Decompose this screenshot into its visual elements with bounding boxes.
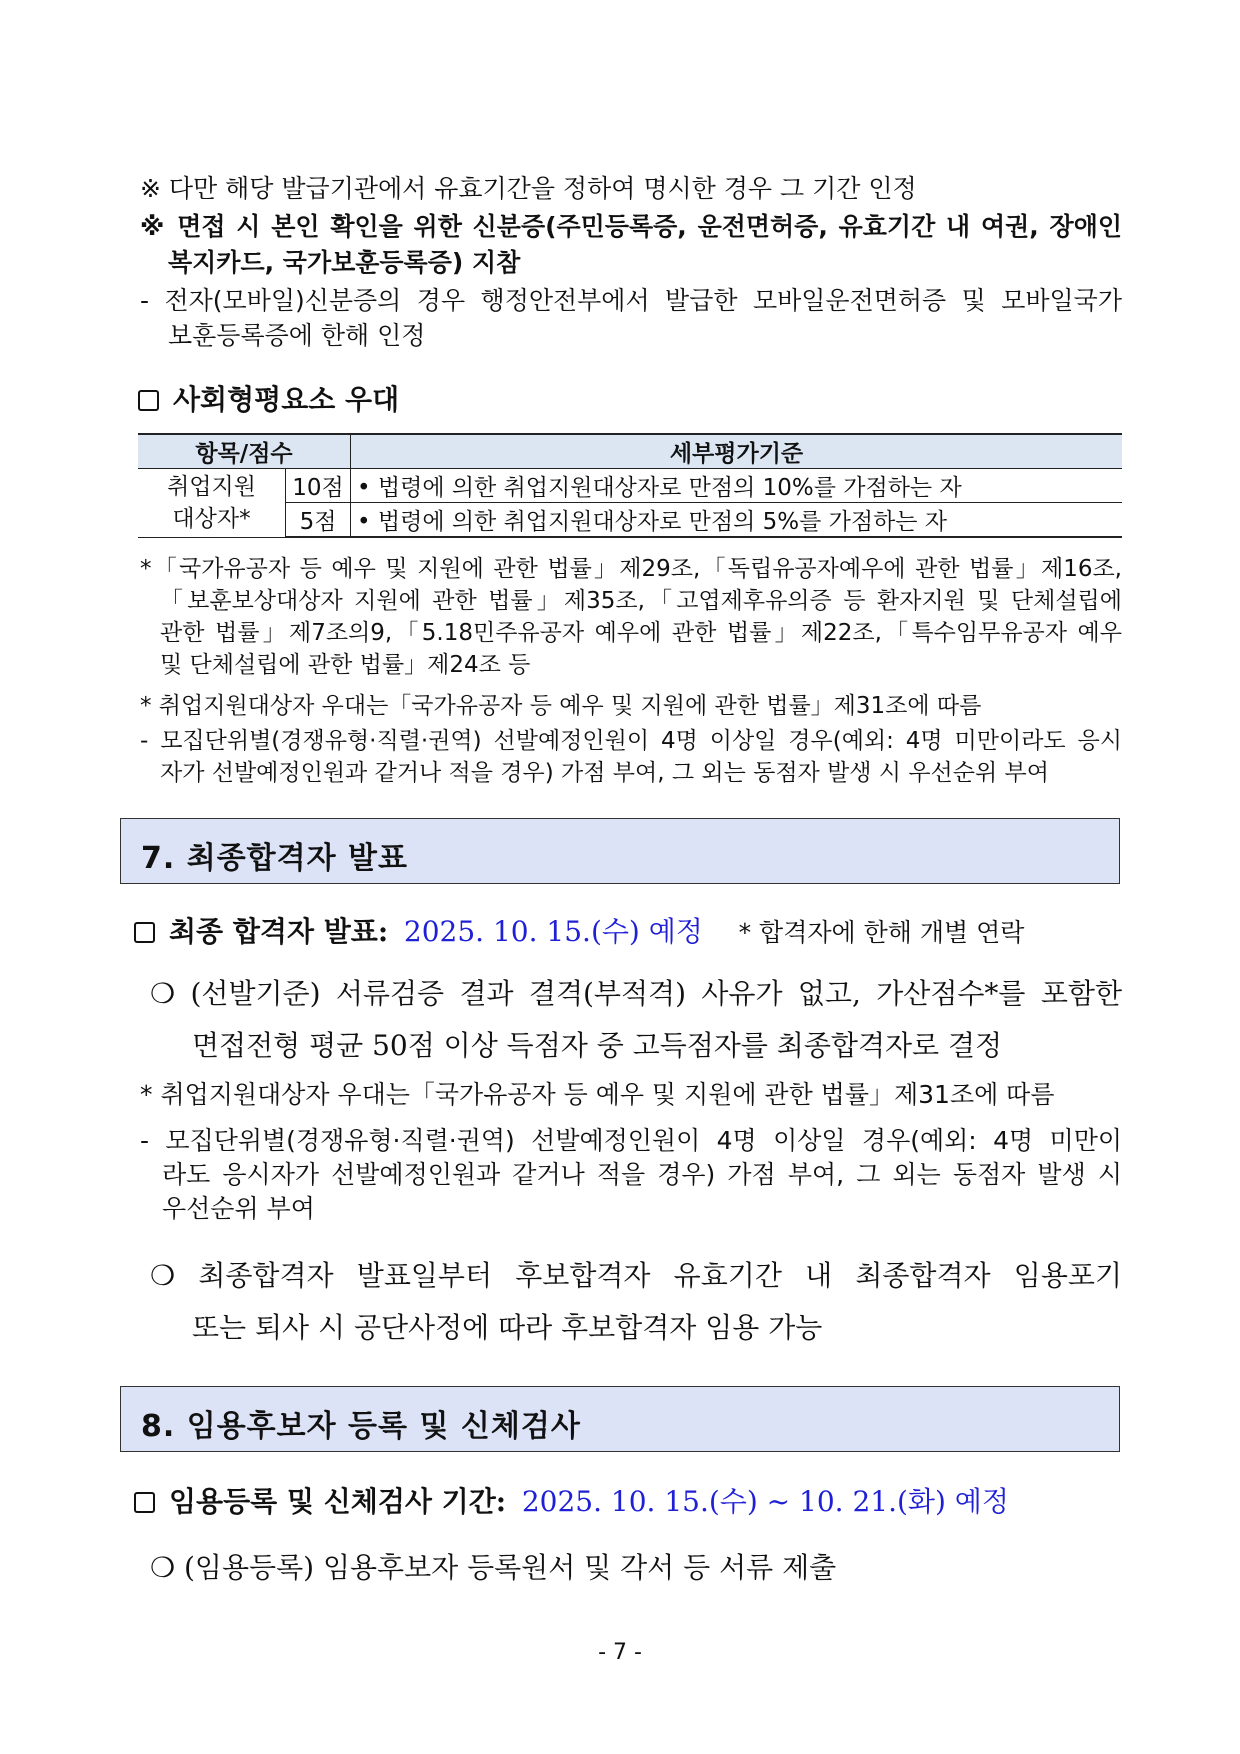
final-announcement-label: 최종 합격자 발표: xyxy=(169,915,389,948)
registration-period xyxy=(134,1484,1009,1520)
s7-bonus-rule-line2: 라도 응시자가 선발예정인원과 같거나 적을 경우) 가점 부여, 그 외는 동점자 발생 시 xyxy=(162,1160,1122,1189)
table-desc-cell: • 법령에 의한 취업지원대상자로 만점의 5%를 가점하는 자 xyxy=(351,503,1123,538)
table-header-item: 항목/점수 xyxy=(138,434,351,469)
law-footnote-line1: *「국가유공자 등 예우 및 지원에 관한 법률」제29조,「독립유공자예우에 관한 법률」제16조, xyxy=(140,556,1122,582)
final-announcement-note: * 합격자에 한해 개별 연락 xyxy=(738,918,1025,947)
section8-title: 8. 임용후보자 등록 및 신체검사 xyxy=(141,1409,581,1444)
selection-criteria-line1: ❍ (선발기준) 서류검증 결과 결격(부적격) 사유가 없고, 가산점수*를 포함한 xyxy=(150,977,1122,1010)
table-item-line1: 취업지원 xyxy=(167,473,256,500)
table-desc-cell: • 법령에 의한 취업지원대상자로 만점의 10%를 가점하는 자 xyxy=(351,469,1123,503)
section8-title-box xyxy=(120,1386,1120,1452)
table-row xyxy=(138,503,1122,538)
registration-period-label: 임용등록 및 신체검사 기간: xyxy=(169,1485,507,1518)
law-footnote-line2: 「보훈보상대상자 지원에 관한 법률」제35조,「고엽제후유의증 등 환자지원 및 단체설립에 xyxy=(160,588,1122,614)
checkbox-square-icon xyxy=(138,390,159,411)
social-equity-heading xyxy=(138,382,399,418)
preference-footnote: * 취업지원대상자 우대는「국가유공자 등 예우 및 지원에 관한 법률」제31조에 따름 xyxy=(140,693,982,719)
reserve-appointment-line2: 또는 퇴사 시 공단사정에 따라 후보합격자 임용 가능 xyxy=(192,1311,823,1344)
table-row xyxy=(138,469,1122,503)
bonus-rule-line1: - 모집단위별(경쟁유형·직렬·권역) 선발예정인원이 4명 이상일 경우(예외: 4명 미만이라도 응시 xyxy=(140,728,1122,754)
registration-period-date: 2025. 10. 15.(수) ~ 10. 21.(화) 예정 xyxy=(521,1485,1009,1518)
checkbox-square-icon xyxy=(134,922,155,943)
selection-criteria-line2: 면접전형 평균 50점 이상 득점자 중 고득점자를 최종합격자로 결정 xyxy=(192,1029,1003,1062)
section7-title: 7. 최종합격자 발표 xyxy=(141,841,409,876)
final-announcement xyxy=(134,914,1024,951)
table-score-cell: 10점 xyxy=(286,469,351,503)
note-id-required-line1: ※ 면접 시 본인 확인을 위한 신분증(주민등록증, 운전면허증, 유효기간 내 여권, 장애인 xyxy=(140,212,1122,241)
final-announcement-date: 2025. 10. 15.(수) 예정 xyxy=(403,915,703,948)
table-score-cell: 5점 xyxy=(286,503,351,538)
law-footnote-line4: 및 단체설립에 관한 법률」제24조 등 xyxy=(160,652,531,678)
checkbox-square-icon xyxy=(134,1492,155,1513)
s7-bonus-rule-line3: 우선순위 부여 xyxy=(162,1194,315,1223)
table-item-line2: 대상자* xyxy=(172,505,251,532)
table-header-row xyxy=(138,434,1122,469)
table-item-cell xyxy=(138,469,286,538)
law-footnote-line3: 관한 법률」제7조의9,「5.18민주유공자 예우에 관한 법률」제22조,「특수임무유공자 예우 xyxy=(160,620,1122,646)
table-header-criteria: 세부평가기준 xyxy=(351,434,1123,469)
social-equity-heading-text: 사회형평요소 우대 xyxy=(173,383,400,416)
reserve-appointment-line1: ❍ 최종합격자 발표일부터 후보합격자 유효기간 내 최종합격자 임용포기 xyxy=(150,1259,1122,1292)
section7-title-box xyxy=(120,818,1120,884)
registration-documents: ❍ (임용등록) 임용후보자 등록원서 및 각서 등 서류 제출 xyxy=(150,1551,837,1584)
note-mobile-id-line2: 보훈등록증에 한해 인정 xyxy=(168,321,426,350)
note-id-required-line2: 복지카드, 국가보훈등록증) 지참 xyxy=(168,248,521,277)
bonus-rule-line2: 자가 선발예정인원과 같거나 적을 경우) 가점 부여, 그 외는 동점자 발생 시 우선순위 부여 xyxy=(160,760,1049,786)
page-number: - 7 - xyxy=(598,1640,642,1665)
note-mobile-id-line1: - 전자(모바일)신분증의 경우 행정안전부에서 발급한 모바일운전면허증 및 모바일국가 xyxy=(140,286,1122,315)
criteria-table xyxy=(138,433,1122,538)
s7-bonus-rule-line1: - 모집단위별(경쟁유형·직렬·권역) 선발예정인원이 4명 이상일 경우(예외: 4명 미만이 xyxy=(140,1126,1122,1155)
note-validity: ※ 다만 해당 발급기관에서 유효기간을 정하여 명시한 경우 그 기간 인정 xyxy=(140,174,917,203)
s7-preference-footnote: * 취업지원대상자 우대는「국가유공자 등 예우 및 지원에 관한 법률」제31조에 따름 xyxy=(140,1080,1055,1109)
